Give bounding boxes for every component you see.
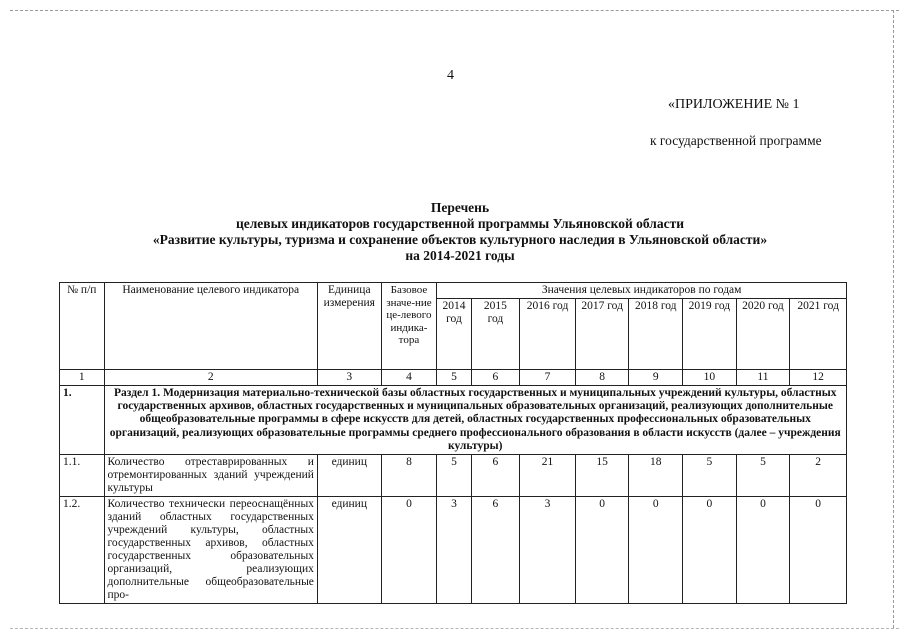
appendix-subtitle: к государственной программе [650,133,822,148]
page-top-edge [10,10,899,11]
section-row [60,386,847,455]
row-year-value: 0 [790,497,847,604]
header-values-group: Значения целевых индикаторов по годам [437,283,847,299]
row-year-value: 21 [520,455,576,497]
table-header-row [60,283,847,299]
appendix-label: «ПРИЛОЖЕНИЕ № 1 [668,97,800,112]
column-number: 9 [629,370,683,386]
column-number: 1 [60,370,105,386]
column-number: 8 [575,370,629,386]
header-year: 2014 год [437,299,471,370]
page-bottom-edge [10,628,899,629]
column-number: 2 [104,370,317,386]
row-indicator-name: Количество отреставрированных и отремонтированных зданий учреждений культуры [104,455,317,497]
column-number: 4 [381,370,437,386]
header-year: 2019 год [683,299,737,370]
column-number: 12 [790,370,847,386]
column-number: 5 [437,370,471,386]
row-year-value: 5 [736,455,790,497]
heading-line-3: «Развитие культуры, туризма и сохранение объектов культурного наследия в Ульяновской области» [152,232,768,247]
row-indicator-name: Количество технически переоснащённых зданий областных государственных учреждений культуры, областных государственных архивов, областных государственных образовательных организаций, реализующих дополнительные общеобразовательные про- [104,497,317,604]
header-year: 2016 год [520,299,576,370]
row-year-value: 6 [471,455,520,497]
heading-line-1: Перечень [430,200,490,215]
row-unit: единиц [317,455,381,497]
column-number: 10 [683,370,737,386]
column-number: 6 [471,370,520,386]
row-year-value: 15 [575,455,629,497]
header-name: Наименование целевого индикатора [104,283,317,370]
header-num: № п/п [60,283,105,370]
table-row [60,497,847,604]
heading-line-2: целевых индикаторов государственной программы Ульяновской области [235,216,685,231]
indicators-table [59,282,847,604]
header-year: 2018 год [629,299,683,370]
column-numbers-row [60,370,847,386]
header-year: 2021 год [790,299,847,370]
header-year: 2020 год [736,299,790,370]
section-title: Раздел 1. Модернизация материально-технической базы областных государственных и муниципальных учреждений культуры, областных государственных архивов, областных государственных и муниципальных образовательных организаций, реализующих дополнительные общеобразовательные программы в сфере искусств для детей, областных государственных профессиональных образовательных организаций, реализующих образовательные программы среднего профессионального образования в области искусств (далее – учреждения культуры) [104,386,847,455]
column-number: 7 [520,370,576,386]
row-year-value: 3 [437,497,471,604]
header-year: 2015 год [471,299,520,370]
column-number: 11 [736,370,790,386]
header-base-value: Базовое значе-ние це-левого индика-тора [381,283,437,370]
row-number: 1.1. [60,455,105,497]
row-year-value: 6 [471,497,520,604]
header-year: 2017 год [575,299,629,370]
page-right-edge [893,10,894,628]
document-heading [60,200,860,264]
row-base-value: 8 [381,455,437,497]
row-year-value: 0 [629,497,683,604]
row-year-value: 0 [575,497,629,604]
row-number: 1.2. [60,497,105,604]
row-year-value: 2 [790,455,847,497]
row-year-value: 0 [683,497,737,604]
row-unit: единиц [317,497,381,604]
column-number: 3 [317,370,381,386]
row-year-value: 3 [520,497,576,604]
row-base-value: 0 [381,497,437,604]
section-number: 1. [60,386,105,455]
row-year-value: 5 [683,455,737,497]
row-year-value: 0 [736,497,790,604]
page-number: 4 [447,68,454,83]
header-unit: Единица измерения [317,283,381,370]
table-row [60,455,847,497]
row-year-value: 5 [437,455,471,497]
row-year-value: 18 [629,455,683,497]
heading-line-4: на 2014-2021 годы [405,248,515,263]
